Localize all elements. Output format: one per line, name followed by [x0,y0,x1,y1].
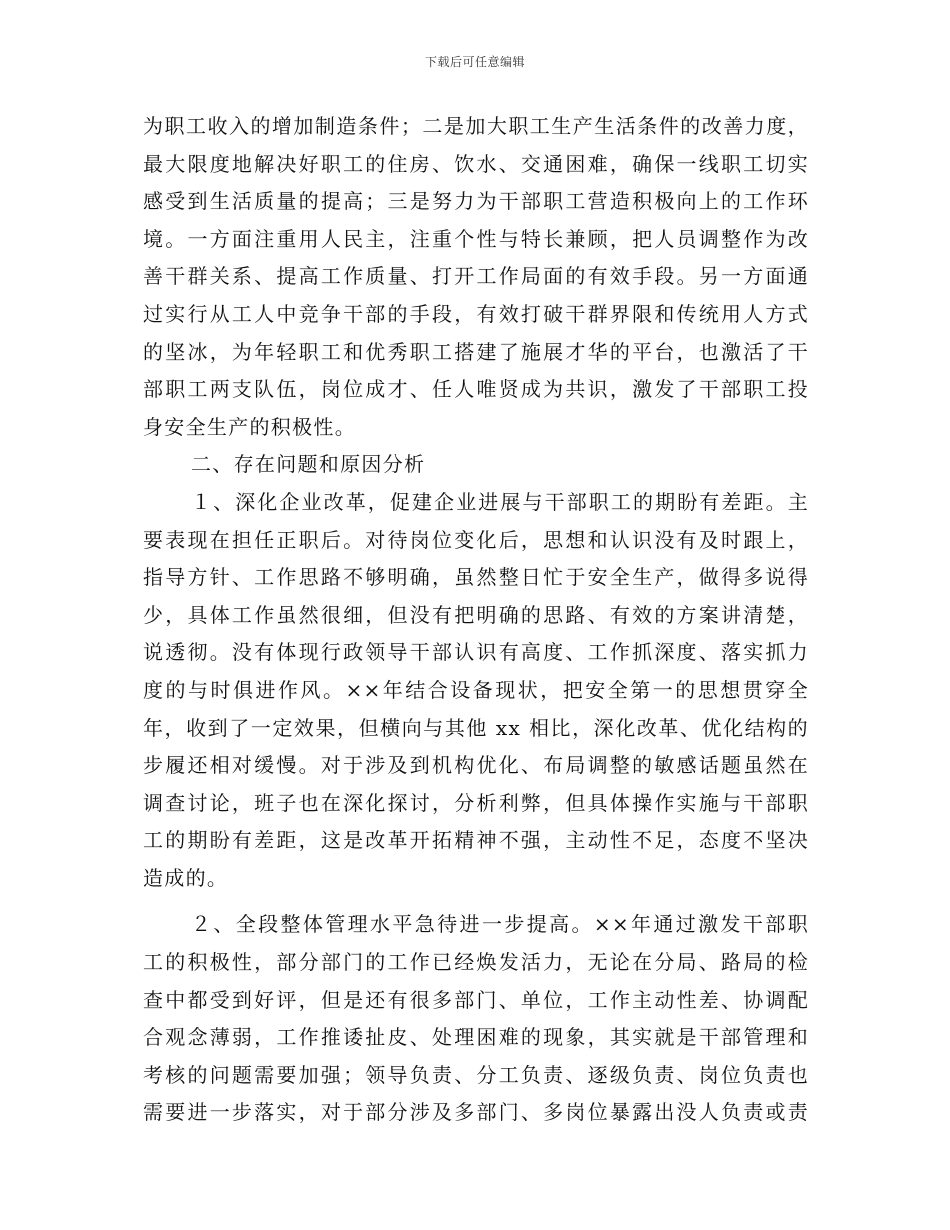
text-line: 度的与时俱进作风。××年结合设备现状，把安全第一的思想贯穿全 [143,677,809,702]
text-line: 年，收到了一定效果，但横向与其他 xx 相比，深化改革、优化结构的 [143,715,809,740]
text-line: 感受到生活质量的提高；三是努力为干部职工营造积极向上的工作环 [143,189,809,214]
text-line: 需要进一步落实，对于部分涉及多部门、多岗位暴露出没人负责或责 [143,1100,809,1125]
text-line: 为职工收入的增加制造条件；二是加大职工生产生活条件的改善力度， [143,114,809,138]
text-line: 调查讨论，班子也在深化探讨，分析利弊，但具体操作实施与干部职 [143,790,809,815]
text-line: 指导方针、工作思路不够明确，虽然整日忙于安全生产，做得多说得 [143,565,809,590]
text-line: 最大限度地解决好职工的住房、饮水、交通困难，确保一线职工切实 [143,151,809,176]
section-heading: 二、存在问题和原因分析 [191,452,426,477]
text-line: 步履还相对缓慢。对于涉及到机构优化、布局调整的敏感话题虽然在 [143,753,809,778]
body-text [143,108,809,1132]
paragraph-first-line: １、深化企业改革，促建企业进展与干部职工的期盼有差距。主 [191,489,809,514]
text-line: 造成的。 [143,865,229,890]
text-line: 查中都受到好评，但是还有很多部门、单位，工作主动性差、协调配 [143,987,809,1012]
text-line: 善干群关系、提高工作质量、打开工作局面的有效手段。另一方面通 [143,264,809,289]
text-line: 境。一方面注重用人民主，注重个性与特长兼顾，把人员调整作为改 [143,226,809,251]
text-line: 部职工两支队伍，岗位成才、任人唯贤成为共识，激发了干部职工投 [143,377,809,402]
text-line: 合观念薄弱，工作推诿扯皮、处理困难的现象，其实就是干部管理和 [143,1025,809,1050]
text-line: 工的期盼有差距，这是改革开拓精神不强，主动性不足，态度不坚决 [143,828,809,853]
text-line: 说透彻。没有体现行政领导干部认识有高度、工作抓深度、落实抓力 [143,640,809,665]
page-header: 下载后可任意编辑 [424,55,525,69]
paragraph-first-line: ２、全段整体管理水平急待进一步提高。××年通过激发干部职 [191,912,809,937]
text-line: 过实行从工人中竞争干部的手段，有效打破干群界限和传统用人方式 [143,301,809,326]
text-line: 的坚冰，为年轻职工和优秀职工搭建了施展才华的平台，也激活了干 [143,339,809,364]
text-line: 考核的问题需要加强；领导负责、分工负责、逐级负责、岗位负责也 [143,1062,809,1087]
text-line: 工的积极性，部分部门的工作已经焕发活力，无论在分局、路局的检 [143,950,809,975]
text-line: 少，具体工作虽然很细，但没有把明确的思路、有效的方案讲清楚， [143,602,809,627]
text-line: 要表现在担任正职后。对待岗位变化后，思想和认识没有及时跟上， [143,527,809,552]
text-line: 身安全生产的积极性。 [143,414,356,439]
